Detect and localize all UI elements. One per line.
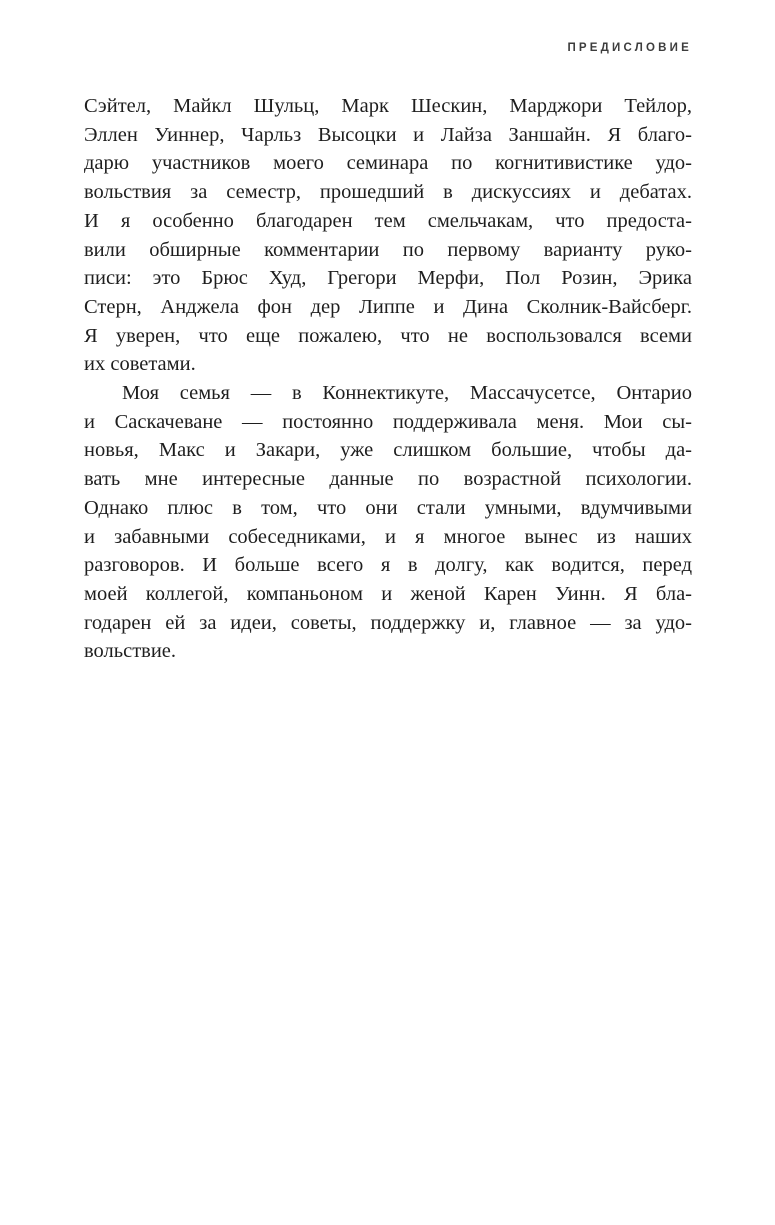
text-line: годарен ей за идеи, советы, поддержку и, главное — за удо- [84, 611, 692, 634]
text-line: Моя семья — в Коннектикуте, Массачусетсе, Онтарио [122, 382, 692, 405]
text-line: вольствия за семестр, прошедший в дискуссиях и дебатах. [84, 181, 692, 204]
text-line: моей коллегой, компаньоном и женой Карен Уинн. Я бла- [84, 582, 692, 605]
text-line: дарю участников моего семинара по когнитивистике удо- [84, 152, 692, 175]
text-line: новья, Макс и Закари, уже слишком большие, чтобы да- [84, 439, 692, 462]
text-line: Стерн, Анджела фон дер Липпе и Дина Сколник-Вайсберг. [84, 295, 692, 318]
text-line: вольствие. [84, 640, 177, 663]
text-line: вать мне интересные данные по возрастной психологии. [84, 468, 692, 491]
text-line: разговоров. И больше всего я в долгу, как водится, перед [84, 554, 692, 577]
text-block [84, 92, 692, 666]
text-line: вили обширные комментарии по первому варианту руко- [84, 238, 692, 261]
text-line: и забавными собеседниками, и я многое вынес из наших [84, 525, 692, 548]
text-line: Сэйтел, Майкл Шульц, Марк Шескин, Марджори Тейлор, [84, 95, 692, 117]
text-line: Эллен Уиннер, Чарльз Высоцки и Лайза Заншайн. Я благо- [84, 123, 692, 146]
text-line: и Саскачеване — постоянно поддерживала меня. Мои сы- [84, 410, 692, 433]
text-line: их советами. [84, 353, 196, 376]
text-line: писи: это Брюс Худ, Грегори Мерфи, Пол Розин, Эрика [84, 267, 692, 290]
text-line: Однако плюс в том, что они стали умными, вдумчивыми [84, 496, 692, 519]
running-head: ПРЕДИСЛОВИЕ [567, 42, 692, 54]
text-line: Я уверен, что еще пожалею, что не воспользовался всеми [84, 324, 692, 347]
text-line: И я особенно благодарен тем смельчакам, что предоста- [84, 209, 692, 232]
